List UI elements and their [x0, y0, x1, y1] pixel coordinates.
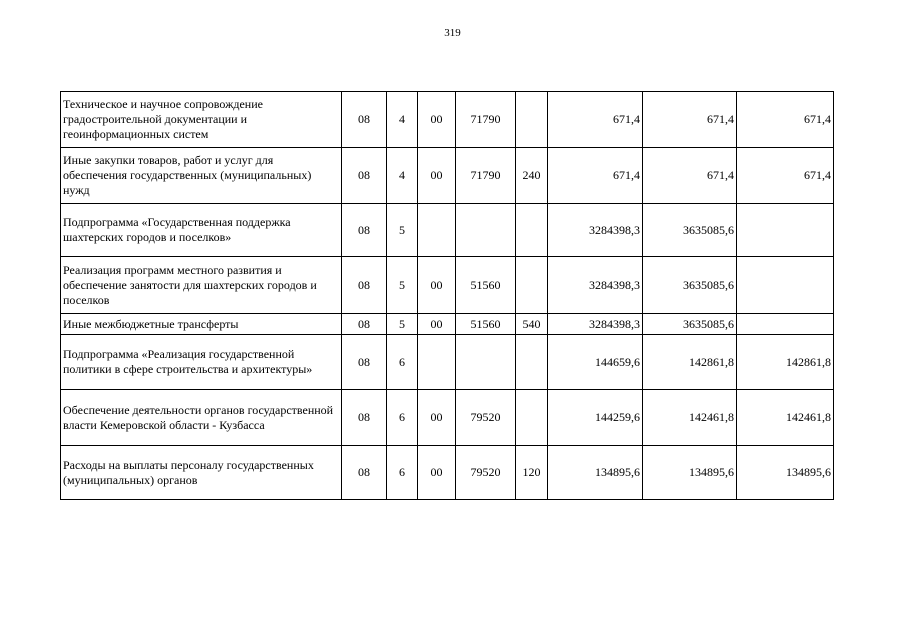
amount-1: 671,4 [548, 148, 643, 204]
section-code: 08 [342, 204, 387, 257]
amount-3 [737, 314, 834, 335]
amount-1: 3284398,3 [548, 314, 643, 335]
amount-1: 144259,6 [548, 390, 643, 446]
subprogram-code: 5 [387, 257, 418, 314]
section-code: 08 [342, 92, 387, 148]
type-code: 120 [516, 446, 548, 500]
amount-2: 142461,8 [643, 390, 737, 446]
amount-2: 142861,8 [643, 335, 737, 390]
subprogram-code: 5 [387, 314, 418, 335]
type-code [516, 257, 548, 314]
subprogram-code: 4 [387, 148, 418, 204]
expense-code: 79520 [456, 390, 516, 446]
amount-3: 134895,6 [737, 446, 834, 500]
direction-code: 00 [418, 148, 456, 204]
subprogram-code: 6 [387, 390, 418, 446]
table-row [61, 257, 834, 314]
expense-code [456, 335, 516, 390]
amount-2: 671,4 [643, 92, 737, 148]
table-row [61, 314, 834, 335]
expense-code: 51560 [456, 314, 516, 335]
row-name: Обеспечение деятельности органов государственной власти Кемеровской области - Кузбасса [61, 390, 342, 446]
direction-code: 00 [418, 92, 456, 148]
type-code [516, 390, 548, 446]
budget-table [60, 91, 834, 500]
type-code: 540 [516, 314, 548, 335]
amount-1: 671,4 [548, 92, 643, 148]
table-row [61, 446, 834, 500]
expense-code: 79520 [456, 446, 516, 500]
amount-2: 3635085,6 [643, 314, 737, 335]
row-name: Расходы на выплаты персоналу государственных (муниципальных) органов [61, 446, 342, 500]
table-row [61, 335, 834, 390]
row-name: Подпрограмма «Государственная поддержка шахтерских городов и поселков» [61, 204, 342, 257]
type-code: 240 [516, 148, 548, 204]
amount-2: 3635085,6 [643, 204, 737, 257]
section-code: 08 [342, 257, 387, 314]
type-code [516, 92, 548, 148]
section-code: 08 [342, 446, 387, 500]
direction-code: 00 [418, 314, 456, 335]
type-code [516, 204, 548, 257]
expense-code: 71790 [456, 92, 516, 148]
amount-1: 144659,6 [548, 335, 643, 390]
amount-3: 142461,8 [737, 390, 834, 446]
type-code [516, 335, 548, 390]
direction-code [418, 204, 456, 257]
table-row [61, 204, 834, 257]
expense-code: 71790 [456, 148, 516, 204]
section-code: 08 [342, 314, 387, 335]
subprogram-code: 4 [387, 92, 418, 148]
direction-code: 00 [418, 257, 456, 314]
amount-3 [737, 204, 834, 257]
subprogram-code: 5 [387, 204, 418, 257]
direction-code [418, 335, 456, 390]
subprogram-code: 6 [387, 335, 418, 390]
amount-1: 134895,6 [548, 446, 643, 500]
amount-2: 3635085,6 [643, 257, 737, 314]
amount-3 [737, 257, 834, 314]
amount-3: 671,4 [737, 92, 834, 148]
row-name: Реализация программ местного развития и обеспечение занятости для шахтерских городов и поселков [61, 257, 342, 314]
amount-3: 142861,8 [737, 335, 834, 390]
expense-code: 51560 [456, 257, 516, 314]
amount-1: 3284398,3 [548, 204, 643, 257]
table-row [61, 148, 834, 204]
section-code: 08 [342, 148, 387, 204]
amount-2: 671,4 [643, 148, 737, 204]
row-name: Подпрограмма «Реализация государственной политики в сфере строительства и архитектуры» [61, 335, 342, 390]
page-number: 319 [444, 27, 461, 39]
direction-code: 00 [418, 446, 456, 500]
table-row [61, 92, 834, 148]
amount-2: 134895,6 [643, 446, 737, 500]
amount-3: 671,4 [737, 148, 834, 204]
row-name: Иные закупки товаров, работ и услуг для обеспечения государственных (муниципальных) нужд [61, 148, 342, 204]
expense-code [456, 204, 516, 257]
section-code: 08 [342, 335, 387, 390]
amount-1: 3284398,3 [548, 257, 643, 314]
table-row [61, 390, 834, 446]
subprogram-code: 6 [387, 446, 418, 500]
section-code: 08 [342, 390, 387, 446]
direction-code: 00 [418, 390, 456, 446]
row-name: Техническое и научное сопровождение градостроительной документации и геоинформационных систем [61, 92, 342, 148]
row-name: Иные межбюджетные трансферты [61, 314, 342, 335]
